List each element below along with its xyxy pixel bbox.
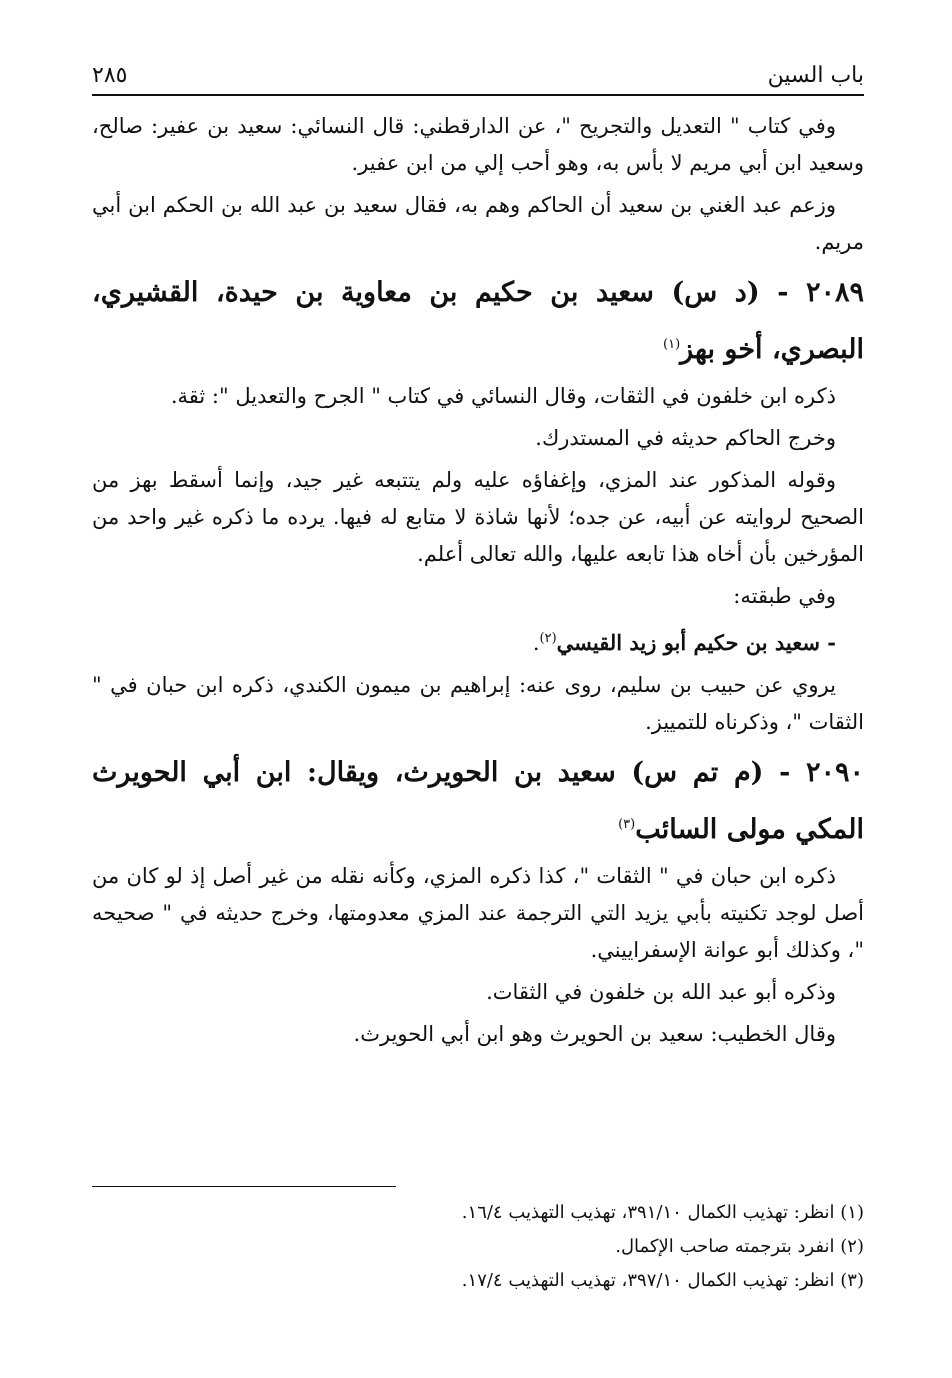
entry-title: ٢٠٨٩ - (د س) سعيد بن حكيم بن معاوية بن حيدة، القشيري، البصري، أخو بهز bbox=[92, 277, 864, 365]
paragraph: يروي عن حبيب بن سليم، روى عنه: إبراهيم بن ميمون الكندي، ذكره ابن حبان في " الثقات "، وذكرناه للتمييز. bbox=[92, 673, 864, 734]
footnote-ref: (٢) bbox=[539, 631, 557, 646]
sub-entry-heading: - سعيد بن حكيم أبو زيد القيسي$^{(٢)}$. bbox=[532, 630, 836, 655]
paragraph: وقال الخطيب: سعيد بن الحويرث وهو ابن أبي الحويرث. bbox=[353, 1022, 836, 1046]
entry-heading-2090 bbox=[92, 747, 864, 856]
paragraph: وقوله المذكور عند المزي، وإغفاؤه عليه ولم يتتبعه غير جيد، وإنما أسقط بهز من الصحيح لروايته عن أبيه، عن جده؛ لأنها شاذة لا متابع له فيها. يرده ما ذكره غير واحد من المؤرخين بأن أخاه هذا تابعه عليها، والله تعالى أعلم. bbox=[92, 468, 864, 566]
running-header bbox=[92, 52, 864, 96]
paragraph: وفي كتاب " التعديل والتجريح "، عن الدارقطني: قال النسائي: سعيد بن عفير: صالح، وسعيد ابن أبي مريم لا بأس به، وهو أحب إلي من ابن عفير. bbox=[92, 114, 864, 175]
footnote: (١) انظر: تهذيب الكمال ٣٩١/١٠، تهذيب التهذيب ١٦/٤. bbox=[461, 1202, 864, 1223]
paragraph: وذكره أبو عبد الله بن خلفون في الثقات. bbox=[486, 980, 836, 1004]
paragraph: وخرج الحاكم حديثه في المستدرك. bbox=[535, 426, 836, 450]
footnote-ref: (١) bbox=[663, 337, 681, 352]
footnote: (٢) انفرد بترجمته صاحب الإكمال. bbox=[615, 1236, 864, 1257]
footnote-ref: (٣) bbox=[618, 817, 636, 832]
paragraph: ذكره ابن خلفون في الثقات، وقال النسائي في كتاب " الجرح والتعديل ": ثقة. bbox=[170, 384, 836, 408]
entry-heading-2089 bbox=[92, 267, 864, 376]
paragraph: وفي طبقته: bbox=[733, 584, 836, 608]
footnote-separator bbox=[92, 1186, 396, 1187]
footnote: (٣) انظر: تهذيب الكمال ٣٩٧/١٠، تهذيب التهذيب ١٧/٤. bbox=[461, 1270, 864, 1291]
paragraph: وزعم عبد الغني بن سعيد أن الحاكم وهم به، فقال سعيد بن عبد الله بن الحكم ابن أبي مريم. bbox=[92, 193, 864, 254]
page bbox=[92, 52, 864, 1058]
entry-title: ٢٠٩٠ - (م تم س) سعيد بن الحويرث، ويقال: ابن أبي الحويرث المكي مولى السائب bbox=[92, 757, 864, 845]
page-number: ٢٨٥ bbox=[92, 63, 128, 88]
footnotes bbox=[92, 1196, 864, 1298]
main-text bbox=[92, 108, 864, 1053]
paragraph: ذكره ابن حبان في " الثقات "، كذا ذكره المزي، وكأنه نقله من غير أصل إذ لو كان من أصل لوجد تكنيته بأبي يزيد التي الترجمة عند المزي معدومتها، وخرج حديثه في " صحيحه "، وكذلك أبو عوانة الإسفراييني. bbox=[92, 864, 864, 962]
chapter-title: باب السين bbox=[767, 63, 864, 88]
sub-entry-title: - سعيد بن حكيم أبو زيد القيسي bbox=[556, 630, 836, 655]
